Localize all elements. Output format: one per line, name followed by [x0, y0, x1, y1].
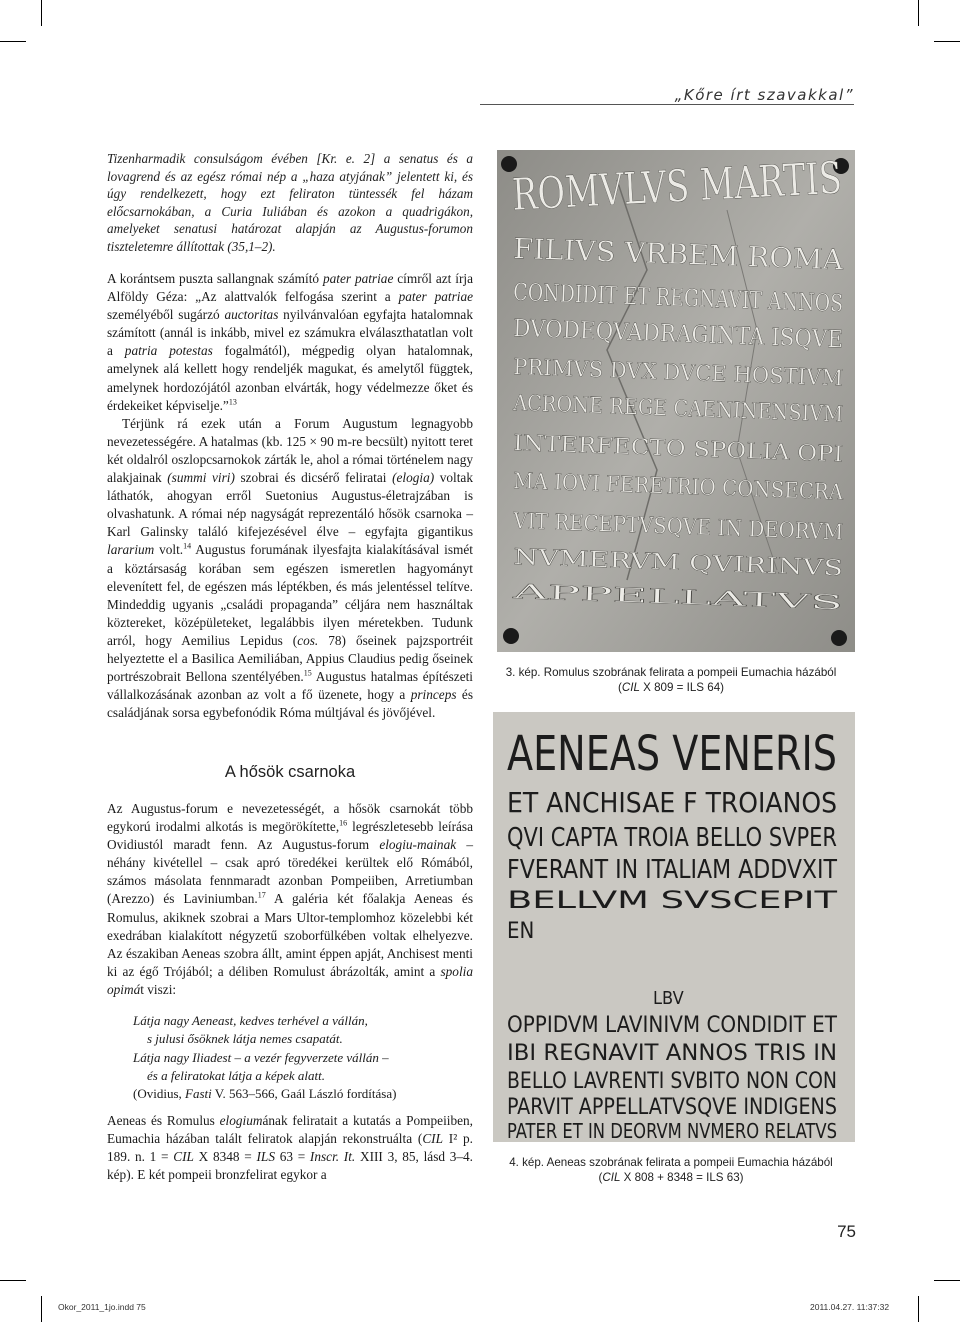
- inscription-line: PATER ET IN DEORVM NVMERO RELATVS: [507, 1119, 837, 1143]
- paragraph: Térjünk rá ezek után a Forum Augustum legnagyobb nevezetességére. A hatalmas (kb. 125 × 90 m-re becsült) nyitott teret két oldalról oszlopcsarnokok zárták le, ahol a római történelem nagy alakjainak (summi viri) szobrai és dicsérő feliratai (elogia) voltak láthatók, ahogyan erről Suetonius Augustus-életrajzában is olvashatunk. A római nép nagyságát reprezentáló hősök csarnoka – Karl Galinsky találó kifejezésével élve – egyfajta gigantikus lararium volt.$^{14}$ Augustus forumának ilyesfajta kialakításával ismét a köztársaság korában sem egészen ismeretlen hagyományt elevenített fel, de egészen más léptékben, és más jelentéssel telítve. Mindeddig ugyanis „családi propaganda” céljára nem használtak köztereket, középületeket, legalábbis ilyen méretekben. Tudunk arról, hogy Aemilius Lepidus (cos. 78) őseinek pajzsportréit helyeztette el a Basilica Aemiliában, Appius Claudius pedig őseinek portrészobrait Bellona szentélyében.$^{15}$ Augustus hatalmas építészeti vállalkozásának azonban az volt a fő üzenete, hogy a princeps és családjának sorsa egybefonódik Róma múltjával és jövőjével.: [107, 415, 473, 721]
- inscription-line: MA IOVI FERETRIO CONSECRA: [512, 469, 881, 507]
- crop-mark: [41, 0, 42, 26]
- poem-line: s julusi ősöknek látja nemes csapatát.: [147, 1031, 343, 1047]
- caption-line: 4. kép. Aeneas szobrának felirata a pompeii Eumachia házából: [509, 1156, 833, 1169]
- inscription-line: OPPIDVM LAVINIVM CONDIDIT ET: [507, 1013, 838, 1038]
- footer-file: Okor_2011_1jo.indd 75: [58, 1302, 146, 1312]
- inscription-line: QVI CAPTA TROIA BELLO SVPER: [507, 823, 837, 853]
- paragraph: A korántsem puszta sallangnak számító pater patriae címről azt írja Alföldy Géza: „Az alattvalók felfogása szerint a pater patriae személyéből sugárzó auctoritas nyilvánvalóan egyfajta hatalomnak számított (annál is inkább, mivel ez számukra elválaszthatatlan volt a patria potestas fogalmától), mégpedig olyan hatalomnak, amelynek alá kellett hogy rendeljék magukat, és amelytől függtek, amelynek hordozójától azonban elvárták, hogy védelmezze őket és érdekeiket képviselje.”$^{13}$: [107, 271, 474, 413]
- footer-timestamp: 2011.04.27. 11:37:32: [810, 1302, 890, 1312]
- paragraph: Az Augustus-forum e nevezetességét, a hősök csarnokát több egykorú irodalmi alkotás is megörökítette,$^{16}$ legrészletesebb leírása Ovidiustól maradt fenn. Az Augustus-forum elogiu-mainak – néhány kivétellel – csak apró töredékei kerültek elő Rómából, számos másolata fennmaradt azonban Pompeiiben, Arretiumban (Arezzo) és Laviniumban.$^{17}$ A galéria két főalakja Aeneas és Romulus, akiknek szobrai a Mars Ultor-templomhoz közelebbi két exedrában kialakított négyzetű szoborfülkében voltak elhelyezve. Az északiban Aeneas szobra állt, amint éppen apját, Anchisest menti ki az égő Trójából; a déliben Romulust ábrázolták, amint a spolia opimát viszi:: [107, 801, 473, 997]
- poem-line: Látja nagy Aeneast, kedves terhével a vállán,: [133, 1013, 368, 1028]
- figure-4-caption: [488, 1155, 854, 1185]
- inscription-line: BELLVM SVSCEPIT: [507, 886, 839, 914]
- paragraph: Aeneas és Romulus elogiumának feliratait a kutatás a Pompeiiben, Eumachia házában talált feliratok alapján rekonstruálta (CIL I² p. 189. n. 1 = CIL X 8348 = ILS 63 = Inscr. It. XIII 3, 85, lásd 3–4. kép). E két pompeii bronzfelirat egykor a: [107, 1113, 473, 1183]
- body-section-2: [107, 800, 473, 999]
- crop-mark: [934, 1280, 960, 1281]
- inscription-line: AENEAS VENERIS: [507, 726, 837, 782]
- header-rule: [480, 104, 854, 105]
- inscription-line: IBI REGNAVIT ANNOS TRIS IN: [507, 1041, 837, 1066]
- page-number: 75: [837, 1222, 856, 1241]
- poem-line: Látja nagy Iliadest – a vezér fegyverzete vállán –: [133, 1049, 389, 1065]
- figure-romulus-inscription: [497, 147, 945, 652]
- inscription-line: PRIMVS DVX DVCE HOSTIVM: [512, 355, 857, 392]
- poem-line: és a feliratokat látja a képek alatt.: [147, 1067, 325, 1083]
- inscription-line: DVODEQVADRAGINTA ISQVE: [512, 314, 883, 355]
- inscription-line: APPELLATVS: [512, 579, 651, 608]
- crop-mark: [934, 41, 960, 42]
- inscription-line: INTERFECTO SPOLIA OPI: [512, 431, 813, 467]
- figure-3-caption: [488, 665, 854, 695]
- bolt-icon: [503, 628, 519, 644]
- inscription-line: EN: [507, 919, 535, 944]
- body-section-1: [107, 270, 473, 722]
- inscription-line: NVMERVM QVIRINVS: [512, 545, 767, 579]
- inscription-line: LBV: [653, 988, 684, 1009]
- inscription-line: BELLO LAVRENTI SVBITO NON CON: [507, 1069, 837, 1094]
- figure-aeneas-inscription: [493, 712, 855, 1142]
- crop-mark: [41, 1296, 42, 1322]
- crop-mark: [0, 41, 26, 42]
- inscription-line: VIT RECEPTVSQVE IN DEORVM: [512, 509, 884, 547]
- caption-line: (CIL X 809 = ILS 64): [617, 681, 725, 694]
- caption-line: (CIL X 808 + 8348 = ILS 63): [598, 1171, 744, 1184]
- bolt-icon: [831, 630, 847, 646]
- section-heading: A hősök csarnoka: [224, 763, 356, 781]
- caption-line: 3. kép. Romulus szobrának felirata a pompeii Eumachia házából: [505, 666, 837, 679]
- poem-source: (Ovidius, Fasti V. 563–566, Gaál László fordítása): [133, 1086, 397, 1102]
- inscription-line: PARVIT APPELLATVSQVE INDIGENS: [507, 1095, 837, 1120]
- inscription-line: ROMVLVS MARTIS: [510, 147, 945, 221]
- inscription-line: FILIVS VRBEM ROMA: [512, 232, 835, 277]
- poem-quote: [133, 1012, 473, 1103]
- inscription-line: CONDIDIT ET REGNAVIT ANNOS: [512, 278, 933, 321]
- inscription-line: ET ANCHISAE F TROIANOS: [507, 786, 837, 819]
- running-header: „Kőre írt szavakkal”: [674, 86, 854, 104]
- inscription-line: FVERANT IN ITALIAM ADDVXIT: [507, 855, 838, 885]
- body-section-3: [107, 1112, 473, 1184]
- opening-quote: Tizenharmadik consulságom évében [Kr. e. 2] a senatus és a lovagrend és az egész római nép a „haza atyjának” jelentett ki, és úgy rendelkezett, hogy ezt feliraton tüntessék fel házam előcsarnokában, a Curia Iuliában és azokon a quadrigákon, amelyeket senatusi határozat alapján az Augustus-forumon tiszteletemre állítottak (35,1–2).: [107, 151, 473, 254]
- crop-mark: [918, 0, 919, 26]
- crop-mark: [0, 1280, 26, 1281]
- crop-mark: [918, 1296, 919, 1322]
- inscription-line: ACRONE REGE CAENINENSIVM: [512, 391, 890, 430]
